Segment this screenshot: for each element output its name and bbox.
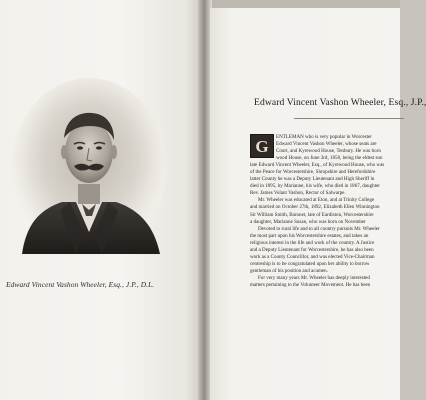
text-line: gentleman of his position and acumen. <box>250 267 328 274</box>
text-line: Mr. Wheeler was educated at Eton, and at Trinity College <box>258 197 375 204</box>
text-line: centreship is to be congratulated upon her ability to borrow <box>250 260 370 267</box>
text-line: work as a County Councillor, and was elected Vice-Chairman <box>250 253 375 260</box>
dropcap-letter: G <box>255 136 269 156</box>
text-line: matters pertaining to the Volunteer Movement. He has been <box>250 281 371 288</box>
text-line: wood House, on June 3rd, 1858, being the eldest son <box>276 155 383 162</box>
text-line: of the Peace for Worcestershire, Shropshire and Herefordshire <box>250 169 376 176</box>
text-line: Devoted to rural life and to all country pursuits Mr. Wheeler <box>258 225 380 232</box>
text-line: and married on October 27th, 1892, Elizabeth Ellen Winnington <box>250 204 380 211</box>
text-line: died in 1895, by Marianne, his wife, who died in 1867, daughter <box>250 183 380 190</box>
left-page <box>0 0 202 400</box>
text-line: Sir William Smith, Baronet, late of Eardiston, Worcestershire <box>250 211 374 218</box>
portrait-photo <box>14 86 164 254</box>
text-line: ENTLEMAN who is very popular in Worcester <box>276 134 372 140</box>
text-line: latter County he was a Deputy Lieutenant and High Sheriff in <box>250 176 375 183</box>
biography-text <box>250 134 410 289</box>
page-title: Edward Vincent Vashon Wheeler, Esq., J.P., <box>254 97 426 108</box>
text-line: religious interest in the life and work of the country. A Justice <box>250 239 375 246</box>
text-line: Edward Vincent Vashon Wheeler, whose seats are <box>276 141 377 148</box>
text-line: late Edward Vincent Wheeler, Esq., of Kyrewood House, who was <box>250 162 385 169</box>
title-rule <box>294 118 404 119</box>
text-line: the most part upon his Worcestershire estates, and takes an <box>250 232 369 239</box>
dropcap-ornament <box>250 134 274 158</box>
right-page <box>210 8 426 400</box>
text-line: For very many years Mr. Wheeler has deeply interested <box>258 274 370 281</box>
text-line: Rev. James Volant Vashon, Rector of Salwarpe. <box>250 190 346 197</box>
text-line: Court, and Kyrewood House, Tenbury. He was born <box>276 148 381 155</box>
portrait-caption: Edward Vincent Vashon Wheeler, Esq., J.P., D.L. <box>6 280 155 289</box>
text-line: a daughter, Marianne Susan, who was born on November <box>250 218 366 225</box>
text-line: and a Deputy Lieutenant for Worcestershire, he has also been <box>250 246 374 253</box>
